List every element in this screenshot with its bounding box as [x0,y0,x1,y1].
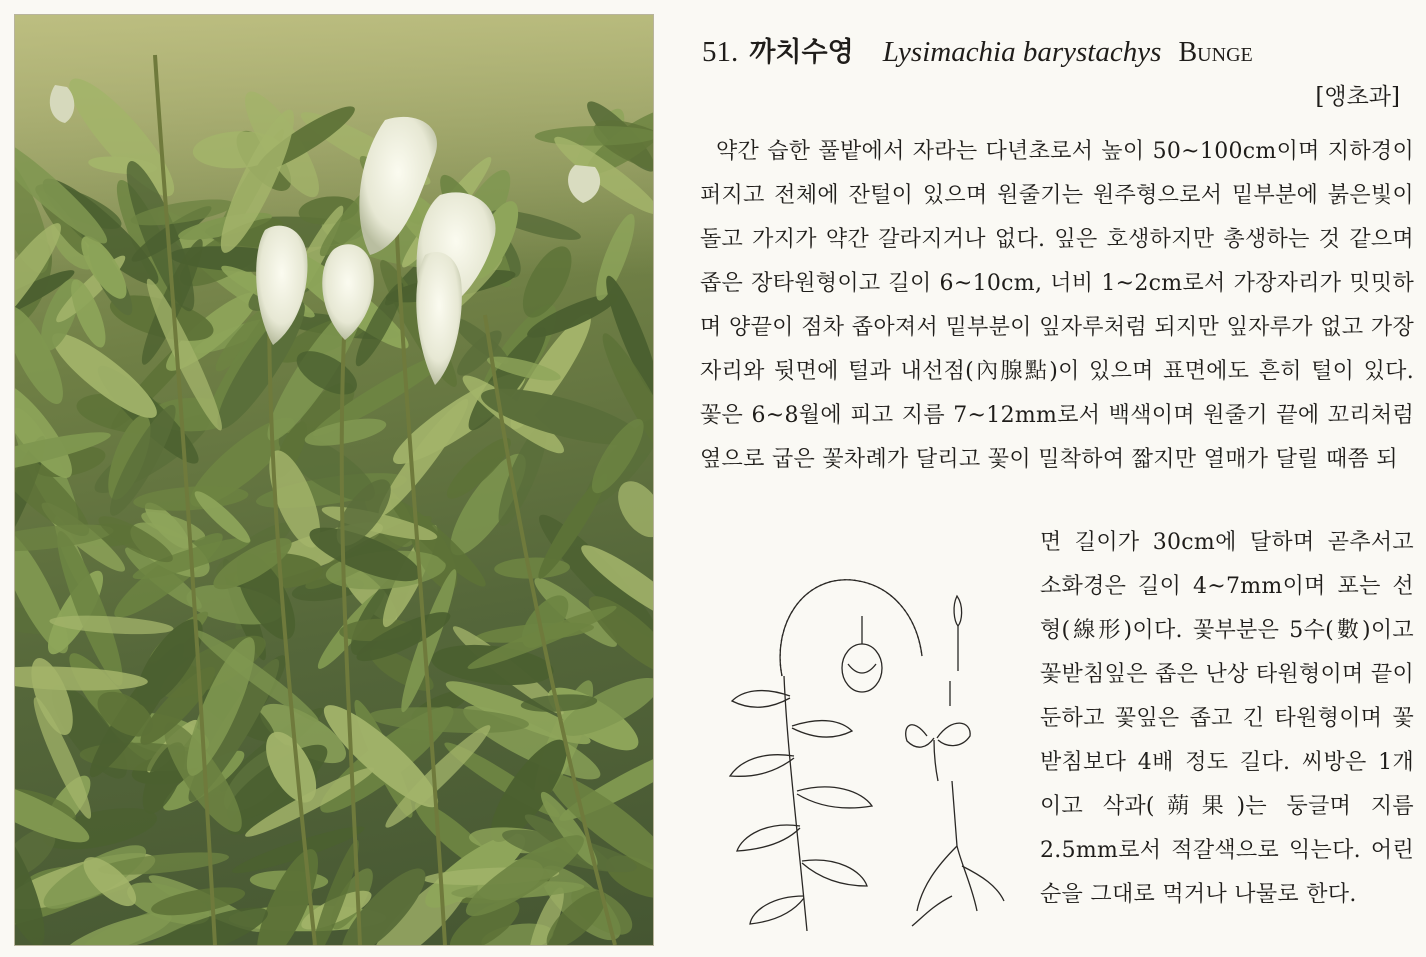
author-name: Bunge [1178,37,1253,68]
plant-photo-canvas [15,15,653,945]
entry-number: 51. [702,36,739,68]
leaf-shape [132,483,249,514]
description-continued: 면 길이가 30cm에 달하며 곧추서고 소화경은 길이 4~7mm이며 포는 선형(線形)이다. 꽃부분은 5수(數)이고 꽃받침잎은 좁은 난상 타원형이며 끝이 둔하고 꽃잎은 좁고 긴 타원형이며 꽃받침보다 4배 정도 길다. 씨방은 1개이고 삭과(蒴果)는 둥글며 지름 2.5mm로서 적갈색으로 익는다. 어린 순을 그대로 먹거나 나물로 한다. [1040,530,1415,907]
botanical-drawing [712,566,1012,934]
scientific-name: Lysimachia barystachys [882,36,1162,68]
korean-name: 까치수영 [749,37,854,68]
family-name: [앵초과] [1315,84,1400,110]
description-text: 약간 습한 풀밭에서 자라는 다년초로서 높이 50~100cm이며 지하경이 퍼지고 전체에 잔털이 있으며 원줄기는 원주형으로서 밑부분에 붉은빛이 돌고 가지가 약간 갈라지거나 없다. 잎은 호생하지만 총생하는 것 같으며 좁은 장타원형이고 길이 6~10cm, 너비 1~2cm로서 가장자리가 밋밋하며 양끝이 점차 좁아져서 밑부분이 잎자루처럼 되지만 잎자루가 없고 가장자리와 뒷면에 털과 내선점(內腺點)이 있으며 표면에도 흔히 털이 있다. 꽃은 6~8월에 피고 지름 7~12mm로서 백색이며 원줄기 끝에 꼬리처럼 옆으로 굽은 꽃차례가 달리고 꽃이 밀착하여 짧지만 열매가 달릴 때쯤 되 [700,139,1414,472]
plant-photo [14,14,654,946]
entry-heading [702,30,1402,76]
botanical-drawing-canvas [712,566,1012,934]
